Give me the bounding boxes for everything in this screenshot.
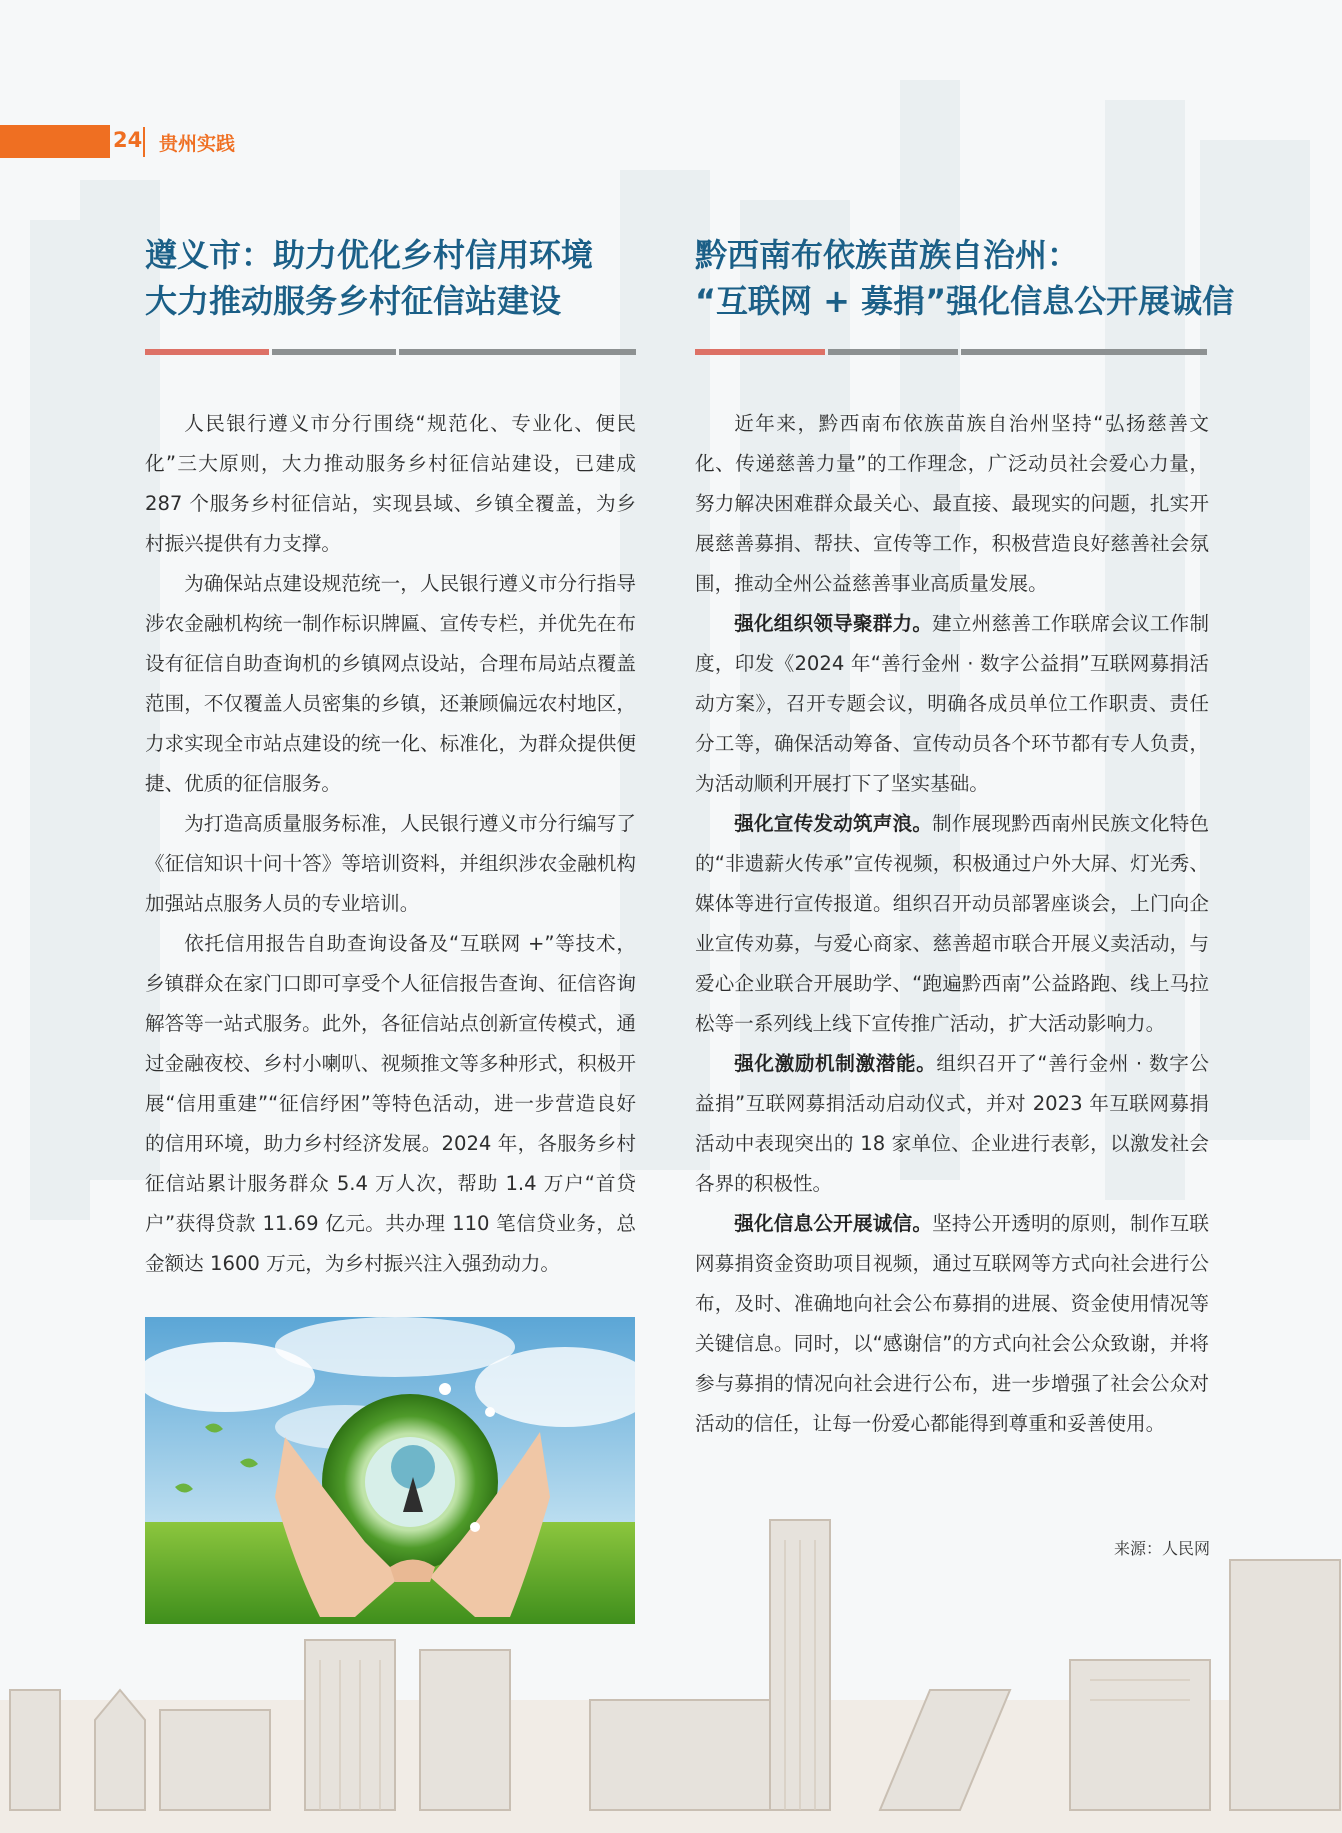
left-article-title bbox=[145, 232, 593, 324]
left-title-underline bbox=[145, 349, 636, 355]
right-title-underline bbox=[695, 349, 1207, 355]
right-section-1-text: 建立州慈善工作联席会议工作制度，印发《2024 年“善行金州 · 数字公益捐”互联网募捐活动方案》，召开专题会议，明确各成员单位工作职责、责任分工等，确保活动筹备、宣传动员各个环节都有专人负责，为活动顺利开展打下了坚实基础。 bbox=[695, 612, 1210, 795]
left-article-body bbox=[145, 404, 636, 1284]
right-intro-paragraph: 近年来，黔西南布依族苗族自治州坚持“弘扬慈善文化、传递慈善力量”的工作理念，广泛动员社会爱心力量，努力解决困难群众最关心、最直接、最现实的问题，扎实开展慈善募捐、帮扶、宣传等工作，积极营造良好慈善社会氛围，推动全州公益慈善事业高质量发展。 bbox=[695, 412, 1209, 595]
page-number: 24 bbox=[113, 128, 143, 152]
header-divider bbox=[143, 127, 145, 157]
right-section-2-text: 制作展现黔西南州民族文化特色的“非遗薪火传承”宣传视频，积极通过户外大屏、灯光秀、媒体等进行宣传报道。组织召开动员部署座谈会，上门向企业宣传劝募，与爱心商家、慈善超市联合开展义卖活动，与爱心企业联合开展助学、“跑遍黔西南”公益路跑、线上马拉松等一系列线上线下宣传推广活动，扩大活动影响力。 bbox=[695, 812, 1210, 1035]
right-section-4-text: 坚持公开透明的原则，制作互联网募捐资金资助项目视频，通过互联网等方式向社会进行公布，及时、准确地向社会公布募捐的进展、资金使用情况等关键信息。同时，以“感谢信”的方式向社会公众致谢，并将参与募捐的情况向社会进行公布，进一步增强了社会公众对活动的信任，让每一份爱心都能得到尊重和妥善使用。 bbox=[695, 1212, 1210, 1435]
right-article-body bbox=[695, 404, 1209, 1444]
right-section-1-lead: 强化组织领导聚群力。 bbox=[734, 612, 933, 635]
right-section-4 bbox=[695, 1204, 1209, 1444]
right-section-4-lead: 强化信息公开展诚信。 bbox=[734, 1212, 933, 1235]
left-paragraph-1: 人民银行遵义市分行围绕“规范化、专业化、便民化”三大原则，大力推动服务乡村征信站建设，已建成 287 个服务乡村征信站，实现县域、乡镇全覆盖，为乡村振兴提供有力支撑。 bbox=[145, 412, 636, 555]
left-title-line2: 大力推动服务乡村征信站建设 bbox=[145, 282, 562, 320]
hands-green-globe-photo bbox=[145, 1317, 635, 1624]
right-section-1 bbox=[695, 604, 1209, 804]
left-paragraph-4: 依托信用报告自助查询设备及“互联网 +”等技术，乡镇群众在家门口即可享受个人征信报告查询、征信咨询解答等一站式服务。此外，各征信站点创新宣传模式，通过金融夜校、乡村小喇叭、视频推文等多种形式，积极开展“信用重建”“征信纾困”等特色活动，进一步营造良好的信用环境，助力乡村经济发展。2024 年，各服务乡村征信站累计服务群众 5.4 万人次，帮助 1.4 万户“首贷户”获得贷款 11.69 亿元。共办理 110 笔信贷业务，总金额达 1600 万元，为乡村振兴注入强劲动力。 bbox=[145, 932, 636, 1275]
source-credit: 来源：人民网 bbox=[1113, 1539, 1210, 1558]
right-section-3-text: 组织召开了“善行金州 · 数字公益捐”互联网募捐活动启动仪式，并对 2023 年互联网募捐活动中表现突出的 18 家单位、企业进行表彰，以激发社会各界的积极性。 bbox=[695, 1052, 1209, 1195]
right-section-2 bbox=[695, 804, 1209, 1044]
right-article-title bbox=[695, 232, 1234, 324]
section-title: 贵州实践 bbox=[159, 133, 236, 155]
right-section-2-lead: 强化宣传发动筑声浪。 bbox=[734, 812, 933, 835]
right-title-line2: “互联网 + 募捐”强化信息公开展诚信 bbox=[695, 282, 1235, 320]
left-paragraph-3: 为打造高质量服务标准，人民银行遵义市分行编写了《征信知识十问十答》等培训资料，并组织涉农金融机构加强站点服务人员的专业培训。 bbox=[145, 812, 636, 915]
right-section-3-lead: 强化激励机制激潜能。 bbox=[734, 1052, 937, 1075]
right-title-line1: 黔西南布依族苗族自治州： bbox=[695, 236, 1080, 274]
right-section-3 bbox=[695, 1044, 1209, 1204]
left-paragraph-2: 为确保站点建设规范统一，人民银行遵义市分行指导涉农金融机构统一制作标识牌匾、宣传专栏，并优先在布设有征信自助查询机的乡镇网点设站，合理布局站点覆盖范围，不仅覆盖人员密集的乡镇，还兼顾偏远农村地区，力求实现全市站点建设的统一化、标准化，为群众提供便捷、优质的征信服务。 bbox=[145, 572, 636, 795]
left-title-line1: 遵义市：助力优化乡村信用环境 bbox=[145, 236, 594, 274]
header-accent-bar bbox=[0, 125, 110, 158]
